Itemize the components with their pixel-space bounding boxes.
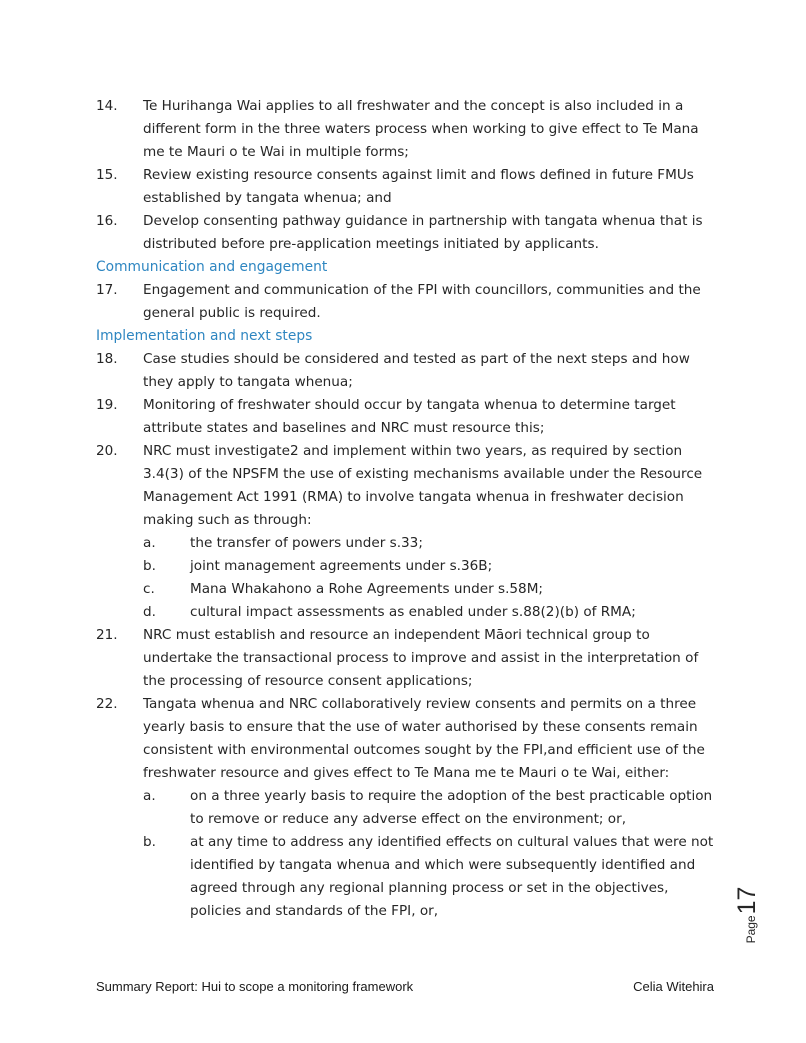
sub-item-letter: c. [143,581,155,597]
item-number: 21. [96,627,118,643]
item-number: 18. [96,351,118,367]
sub-item-letter: a. [143,788,156,804]
sub-item-text: joint management agreements under s.36B; [190,558,493,574]
list-item [96,164,718,210]
footer-author: Celia Witehira [633,979,714,994]
sub-item-text: Mana Whakahono a Rohe Agreements under s.58M; [190,581,544,597]
item-number: 14. [96,98,118,114]
list-item [96,95,718,164]
section-heading-implementation: Implementation and next steps [96,328,313,344]
sub-item-letter: b. [143,558,156,574]
list-item [96,394,718,440]
list-item [96,348,718,394]
sub-item-text: cultural impact assessments as enabled under s.88(2)(b) of RMA; [190,604,636,620]
page-number-label [733,886,803,944]
page-word: Page [744,915,758,944]
item-number: 15. [96,167,118,183]
list-item [96,693,718,785]
sub-list-item [96,831,718,923]
item-number: 22. [96,696,118,712]
item-text: Monitoring of freshwater should occur by tangata whenua to determine target attribute states and baselines and NRC must resource this; [143,397,676,436]
sub-list-item [96,578,718,601]
item-text: Case studies should be considered and tested as part of the next steps and how they apply to tangata whenua; [143,351,690,390]
sub-list-item [96,785,718,831]
item-text: Tangata whenua and NRC collaboratively review consents and permits on a three yearly basis to ensure that the use of water authorised by these consents remain consistent with environmental outcomes sought by the FPI,and efficient use of the freshwater resource and gives effect to Te Mana me te Mauri o te Wai, either: [143,696,705,781]
sub-item-text: at any time to address any identified effects on cultural values that were not identified by tangata whenua and which were subsequently identified and agreed through any regional planning process or set in the objectives, policies and standards of the FPI, or, [190,834,714,919]
sub-item-letter: d. [143,604,156,620]
sub-item-letter: a. [143,535,156,551]
list-item [96,210,718,256]
list-item [96,440,718,532]
page-number: 17 [733,886,761,915]
item-number: 16. [96,213,118,229]
document-body [96,95,718,923]
item-number: 19. [96,397,118,413]
list-item [96,279,718,325]
section-heading-communication: Communication and engagement [96,259,328,275]
sub-list-item [96,532,718,555]
sub-item-text: the transfer of powers under s.33; [190,535,423,551]
item-text: NRC must establish and resource an independent Māori technical group to undertake the transactional process to improve and assist in the interpretation of the processing of resource consent applications; [143,627,699,689]
list-item [96,624,718,693]
item-text: Engagement and communication of the FPI with councillors, communities and the general public is required. [143,282,701,321]
item-text: Develop consenting pathway guidance in partnership with tangata whenua that is distributed before pre-application meetings initiated by applicants. [143,213,703,252]
item-text: Review existing resource consents against limit and flows defined in future FMUs established by tangata whenua; and [143,167,694,206]
footer-title: Summary Report: Hui to scope a monitoring framework [96,979,414,994]
item-text: NRC must investigate2 and implement within two years, as required by section 3.4(3) of the NPSFM the use of existing mechanisms available under the Resource Management Act 1991 (RMA) to involve tangata whenua in freshwater decision making such as through: [143,443,703,528]
sub-item-letter: b. [143,834,156,850]
item-number: 17. [96,282,118,298]
item-number: 20. [96,443,118,459]
sub-list-item [96,555,718,578]
sub-list-item [96,601,718,624]
sub-item-text: on a three yearly basis to require the adoption of the best practicable option to remove or reduce any adverse effect on the environment; or, [190,788,713,827]
page-footer [96,979,714,994]
item-text: Te Hurihanga Wai applies to all freshwater and the concept is also included in a different form in the three waters process when working to give effect to Te Mana me te Mauri o te Wai in multiple forms; [143,98,699,160]
